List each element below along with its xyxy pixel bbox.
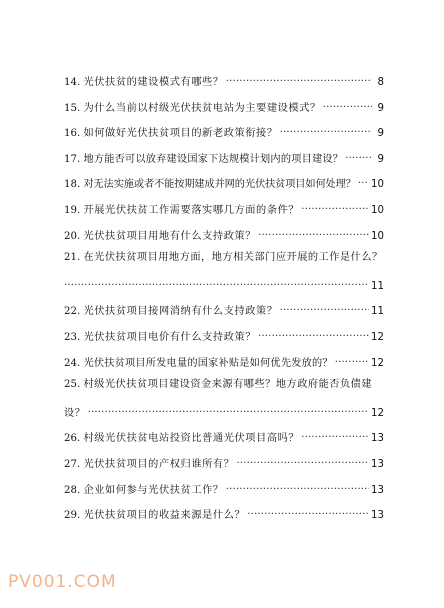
toc-entry-title: 光伏扶贫项目接网消纳有什么支持政策？ — [83, 306, 278, 318]
toc-entry-number: 29. — [64, 510, 81, 522]
toc-entry-19[interactable] — [64, 200, 384, 216]
toc-entry-page: 13 — [371, 484, 384, 496]
toc-entry-page: 8 — [377, 77, 384, 88]
toc-entry-number: 16. — [64, 128, 81, 140]
toc-entry-number: 25. — [64, 379, 81, 391]
toc-entry-21[interactable] — [64, 251, 384, 264]
toc-entry-23[interactable] — [64, 327, 384, 343]
toc-entry-18[interactable] — [64, 174, 384, 191]
toc-leader-dots — [226, 480, 369, 493]
toc-entry-29[interactable] — [64, 505, 384, 522]
toc-entry-title: 对无法实施或者不能按期建成并网的光伏扶贫项目如何处理？ — [83, 179, 356, 191]
toc-leader-dots — [335, 353, 369, 366]
toc-entry-page: 12 — [371, 407, 384, 419]
toc-leader-dots — [280, 123, 372, 136]
toc-entry-title: 光伏扶贫项目所发电量的国家补贴是如何优先发放的？ — [83, 357, 333, 369]
toc-leader-dots — [323, 98, 372, 111]
toc-entry-page: 12 — [371, 357, 384, 369]
toc-entry-26[interactable] — [64, 428, 384, 445]
toc-entry-14[interactable] — [64, 72, 384, 88]
toc-entry-title: 设？ — [64, 407, 86, 419]
toc-entry-title: 如何做好光伏扶贫项目的新老政策衔接？ — [83, 128, 278, 140]
toc-entry-17[interactable] — [64, 149, 384, 165]
toc-entry-number: 22. — [64, 306, 81, 318]
toc-entry-25-continuation[interactable] — [64, 403, 384, 419]
toc-entry-page: 13 — [371, 510, 384, 522]
toc-entry-title: 光伏扶贫项目用地有什么支持政策？ — [83, 230, 257, 242]
toc-entry-number: 27. — [64, 458, 81, 470]
toc-entry-title: 光伏扶贫项目的收益来源是什么？ — [83, 510, 246, 522]
toc-entry-21-continuation[interactable] — [64, 276, 384, 292]
toc-entry-title: 光伏扶贫项目电价有什么支持政策？ — [83, 331, 257, 343]
toc-entry-number: 15. — [64, 102, 81, 114]
toc-entry-page: 10 — [371, 230, 384, 242]
toc-entry-title: 企业如何参与光伏扶贫工作？ — [83, 484, 224, 496]
toc-entry-page: 11 — [371, 280, 384, 292]
toc-entry-number: 21. — [64, 252, 81, 264]
toc-leader-dots — [258, 327, 369, 340]
toc-entry-title: 光伏扶贫的建设模式有哪些？ — [83, 77, 224, 88]
toc-entry-title: 村级光伏扶贫电站投资比普通光伏项目高吗？ — [83, 433, 300, 445]
toc-leader-dots — [258, 226, 369, 239]
site-watermark: PV001.COM — [8, 572, 117, 592]
toc-entry-16[interactable] — [64, 123, 384, 140]
toc-leader-dots — [345, 149, 372, 162]
toc-entry-number: 28. — [64, 484, 81, 496]
toc-entry-page: 13 — [371, 433, 384, 445]
toc-entry-title: 为什么当前以村级光伏扶贫电站为主要建设模式？ — [83, 102, 321, 114]
toc-entry-number: 24. — [64, 357, 81, 369]
toc-leader-dots — [64, 276, 369, 289]
toc-leader-dots — [247, 505, 369, 518]
toc-entry-27[interactable] — [64, 454, 384, 470]
toc-entry-page: 13 — [371, 458, 384, 470]
toc-leader-dots — [358, 174, 369, 187]
toc-entry-page: 9 — [377, 128, 384, 140]
toc-entry-number: 14. — [64, 77, 81, 88]
toc-leader-dots — [280, 301, 369, 314]
toc-entry-22[interactable] — [64, 301, 384, 318]
toc-leader-dots — [301, 428, 369, 441]
toc-entry-number: 20. — [64, 230, 81, 242]
table-of-contents — [64, 72, 384, 531]
toc-entry-24[interactable] — [64, 353, 384, 369]
toc-entry-page: 12 — [371, 331, 384, 343]
toc-entry-page: 10 — [371, 204, 384, 216]
toc-entry-number: 17. — [64, 153, 81, 165]
toc-entry-number: 18. — [64, 179, 81, 191]
toc-entry-page: 10 — [371, 179, 384, 191]
toc-entry-15[interactable] — [64, 98, 384, 114]
toc-entry-28[interactable] — [64, 480, 384, 496]
toc-entry-number: 19. — [64, 204, 81, 216]
toc-leader-dots — [236, 454, 369, 467]
toc-entry-20[interactable] — [64, 226, 384, 242]
toc-entry-number: 23. — [64, 331, 81, 343]
toc-entry-page: 9 — [377, 102, 384, 114]
toc-leader-dots — [226, 72, 372, 85]
toc-entry-25[interactable] — [64, 378, 384, 391]
toc-entry-title: 开展光伏扶贫工作需要落实哪几方面的条件？ — [83, 204, 300, 216]
toc-entry-page: 11 — [371, 306, 384, 318]
toc-entry-title: 在光伏扶贫项目用地方面，地方相关部门应开展的工作是什么？ — [83, 252, 383, 264]
toc-entry-title: 地方能否可以放弃建设国家下达规模计划内的项目建设？ — [83, 153, 344, 165]
toc-entry-number: 26. — [64, 433, 81, 445]
toc-leader-dots — [88, 403, 369, 416]
toc-entry-page: 9 — [377, 153, 384, 165]
toc-entry-title: 村级光伏扶贫项目建设资金来源有哪些？地方政府能否负债建 — [83, 379, 373, 391]
toc-entry-title: 光伏扶贫项目的产权归谁所有？ — [83, 458, 235, 470]
toc-leader-dots — [301, 200, 369, 213]
